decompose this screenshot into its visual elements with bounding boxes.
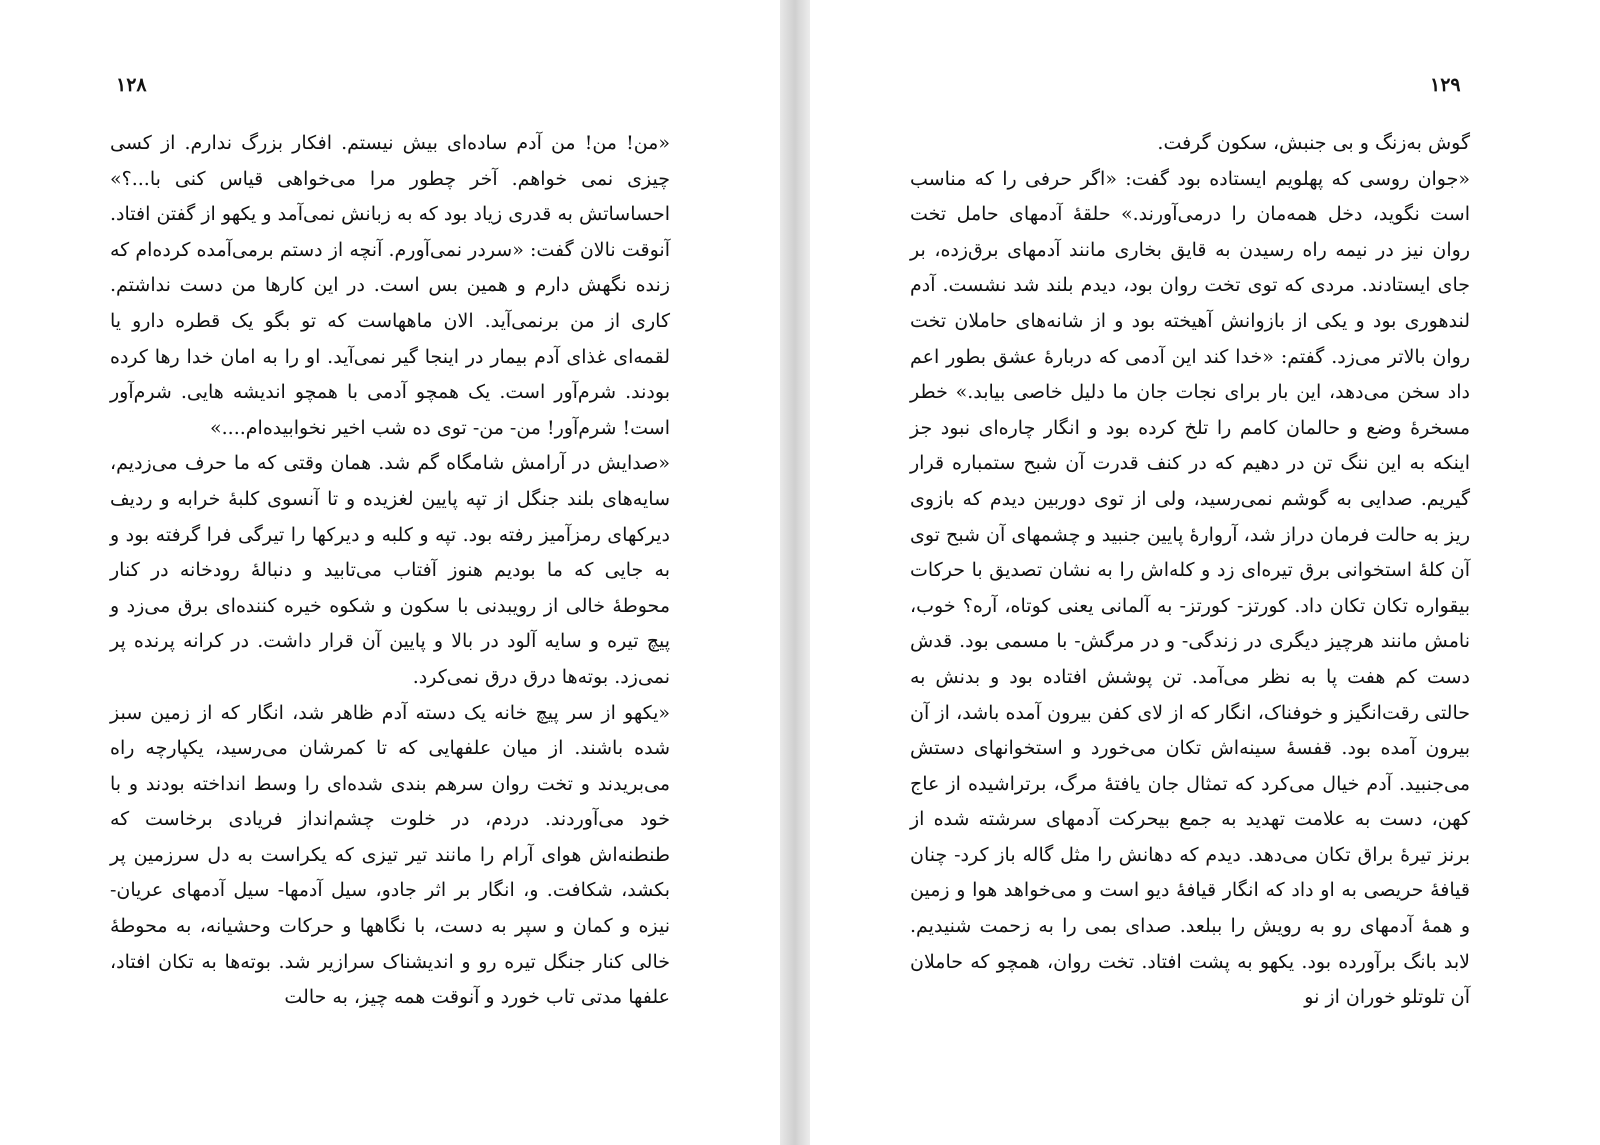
right-page-text [910,126,1470,1016]
paragraph: «صدایش در آرامش شامگاه گم شد. همان وقتی که ما حرف می‌زدیم، سایه‌های بلند جنگل از تپه پایین لغزیده و تا آنسوی کلبهٔ خرابه و ردیف دیرکهای رمزآمیز رفته بود. تپه و کلبه و دیرکها را تیرگی فرا گرفته بود و به جایی که ما بودیم هنوز آفتاب می‌تابید و دنبالهٔ رودخانه در کنار محوطهٔ خالی از رویبدنی با سکون و شکوه خیره کننده‌ای برق می‌زد و پیچ تیره و سایه آلود در بالا و پایین آن قرار داشت. در کرانه پرنده پر نمی‌زد. بوته‌ها درق درق نمی‌کرد. [110,452,670,688]
right-page [810,0,1590,1145]
paragraph: «جوان روسی که پهلویم ایستاده بود گفت: «اگر حرفی را که مناسب است نگوید، دخل همه‌مان را درمی‌آورند.» حلقهٔ آدمهای حامل تخت روان نیز در نیمه راه رسیدن به قایق بخاری مانند آدمهای برق‌زده، بر جای ایستادند. مردی که توی تخت روان بود، دیدم بلند شد نشست. آدم لندهوری بود و یکی از بازوانش آهیخته بود و از شانه‌های حاملان تخت روان بالاتر می‌زد. گفتم: «خدا کند این آدمی که دربارهٔ عشق بطور اعم داد سخن می‌دهد، این بار برای نجات جان ما دلیل خاصی بیابد.» خطر مسخرهٔ وضع و حالمان کامم را تلخ کرده بود و انگار چاره‌ای نبود جز اینکه به این ننگ تن در دهیم که در کنف قدرت آن شبح ستمباره قرار گیریم. صدایی به گوشم نمی‌رسید، ولی از توی دوربین دیدم که بازوی ریز به حالت فرمان دراز شد، آروارهٔ پایین جنبید و چشمهای آن شبح توی آن کلهٔ استخوانی برق تیره‌ای زد و کله‌اش را به نشان تصدیق با حرکات بیقواره تکان تکان داد. کورتز- کورتز- به آلمانی یعنی کوتاه، آره؟ خوب، نامش مانند هرچیز دیگری در زندگی- و در مرگش- با مسمی بود. قدش دست کم هفت پا به نظر می‌آمد. تن پوشش افتاده بود و بدنش به حالتی رقت‌انگیز و خوفناک، انگار که از لای کفن بیرون آمده باشد، از آن بیرون آمده بود. قفسهٔ سینه‌اش تکان می‌خورد و استخوانهای دستش می‌جنبید. آدم خیال می‌کرد که تمثال جان یافتهٔ مرگ، برتراشیده از عاج کهن، دست به علامت تهدید به جمع بیحرکت آدمهای سرشته شده از برنز تیرهٔ براق تکان می‌دهد. دیدم که دهانش را مثل گاله باز کرد- چنان قیافهٔ حریصی به او داد که انگار قیافهٔ دیو است و می‌خواهد هوا و زمین و همهٔ آدمهای رو به رویش را ببلعد. صدای بمی را به زحمت شنیدیم. لابد بانگ برآورده بود. یکهو به پشت افتاد. تخت روان، همچو که حاملان آن تلوتلو خوران از نو [910,167,1470,1009]
book-gutter [780,0,810,1145]
paragraph: «من! من! من آدم ساده‌ای بیش نیستم. افکار بزرگ ندارم. از کسی چیزی نمی خواهم. آخر چطور مرا می‌خواهی قیاس کنی با...؟» احساساتش به قدری زیاد بود که به زبانش نمی‌آمد و یکهو از گفتن افتاد. آنوقت نالان گفت: «سردر نمی‌آورم. آنچه از دستم برمی‌آمده کرده‌ام که زنده نگهش دارم و همین بس است. در این کارها من دست نداشتم. کاری از من برنمی‌آید. الان ماههاست که تو بگو یک قطره دارو یا لقمه‌ای غذای آدم بیمار در اینجا گیر نمی‌آید. او را به امان خدا رها کرده بودند. شرم‌آور است. یک همچو آدمی با همچو اندیشه هایی. شرم‌آور است! شرم‌آور! من- من- توی ده شب اخیر نخوابیده‌ام....» [110,132,670,439]
page-number-left: ۱۲۸ [116,74,147,96]
left-page-text [110,126,670,1016]
page-number-right: ۱۲۹ [1430,74,1461,96]
paragraph: گوش به‌زنگ و بی جنبش، سکون گرفت. [1157,132,1470,154]
paragraph: «یکهو از سر پیچ خانه یک دسته آدم ظاهر شد، انگار که از زمین سبز شده باشند. از میان علفهایی که تا کمرشان می‌رسید، یکپارچه راه می‌بریدند و تخت روان سرهم بندی شده‌ای را وسط انداخته بودند و با خود می‌آوردند. دردم، در خلوت چشم‌انداز فریادی برخاست که طنطنه‌اش هوای آرام را مانند تیر تیزی که یکراست به دل سرزمین پر بکشد، شکافت. و، انگار بر اثر جادو، سیل آدمها- سیل آدمهای عریان- نیزه و کمان و سپر به دست، با نگاهها و حرکات وحشیانه، به محوطهٔ خالی کنار جنگل تیره رو و اندیشناک سرازیر شد. بوته‌ها به تکان افتاد، علفها مدتی تاب خورد و آنوقت همه چیز، به حالت [110,701,670,1009]
left-page [0,0,780,1145]
